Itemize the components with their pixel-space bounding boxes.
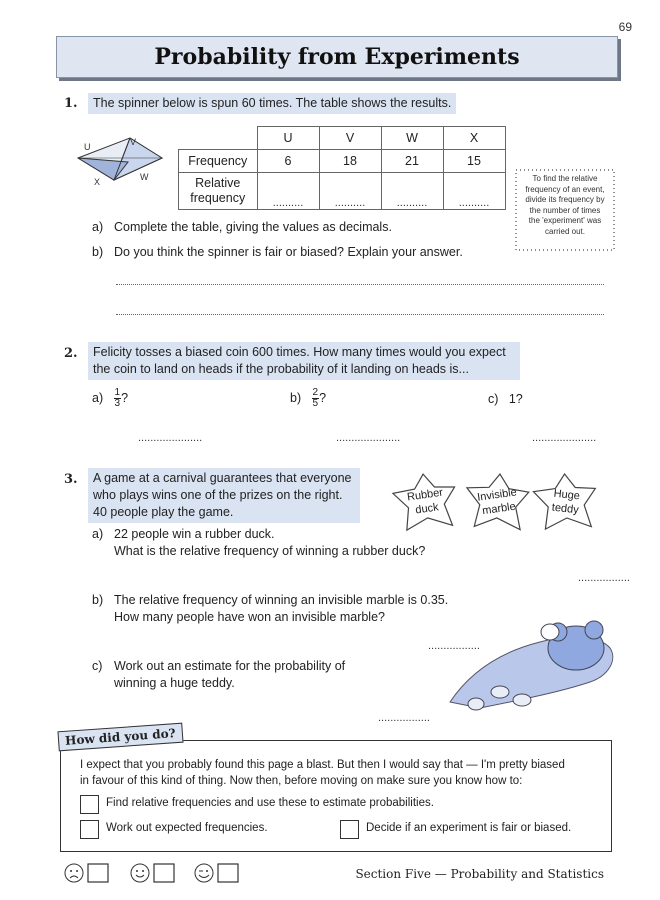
- question-2-prompt: Felicity tosses a biased coin 600 times. How many times would you expect the coin to land on heads if the probability of it landing on heads is...: [88, 342, 520, 380]
- table-header: U: [257, 127, 319, 150]
- prize-label: marble: [481, 500, 517, 518]
- rating-box-happy: [154, 864, 174, 882]
- q3-part-a-label: a): [92, 527, 104, 541]
- question-3-prompt: A game at a carnival guarantees that everyone who plays wins one of the prizes on the right. 40 people play the game.: [88, 468, 360, 523]
- answer-cell[interactable]: ..........: [443, 173, 505, 210]
- page-title: Probability from Experiments: [154, 44, 520, 70]
- spinner-label-v: V: [130, 137, 137, 147]
- footer-section: Section Five — Probability and Statistics: [355, 867, 604, 881]
- sad-face-icon: [65, 864, 83, 882]
- checkbox-relative-frequencies[interactable]: [80, 795, 99, 814]
- prize-label: Invisible: [476, 486, 518, 504]
- answer-cell[interactable]: ..........: [319, 173, 381, 210]
- answer-line[interactable]: [116, 314, 604, 315]
- q3-part-a: 22 people win a rubber duck. What is the relative frequency of winning a rubber duck?: [114, 527, 426, 558]
- review-text: I expect that you probably found this page a blast. But then I would say that — I'm pretty biased in favour of this kind of thing. Now then, before moving on make sure you know how to:: [80, 759, 565, 787]
- table-cell: 18: [319, 150, 381, 173]
- tip-text: To find the relative frequency of an event, divide its frequency by the number of times the 'experiment' was carried out.: [525, 174, 605, 236]
- answer-dots-a[interactable]: .....................: [138, 432, 203, 444]
- q1-part-b: Do you think the spinner is fair or biased? Explain your answer.: [114, 245, 463, 259]
- tip-box: [512, 166, 618, 254]
- question-1-number: 1.: [64, 96, 78, 111]
- answer-dots-b[interactable]: .....................: [336, 432, 401, 444]
- q2-part-a: a) $\frac{1}{3}$ ?: [92, 387, 129, 409]
- answer-line[interactable]: [116, 284, 604, 285]
- winking-face-icon: [195, 864, 213, 882]
- table-cell: 6: [257, 150, 319, 173]
- q3-part-c: Work out an estimate for the probability of winning a huge teddy.: [114, 659, 346, 690]
- table-header: W: [381, 127, 443, 150]
- q1-part-b-label: b): [92, 245, 104, 259]
- check-label: Work out expected frequencies.: [106, 822, 268, 834]
- self-rating: [62, 860, 242, 886]
- q1-part-a-label: a): [92, 220, 104, 234]
- check-label: Find relative frequencies and use these to estimate probabilities.: [106, 797, 434, 809]
- results-table: [178, 126, 506, 210]
- question-2-number: 2.: [64, 346, 78, 361]
- question-3-number: 3.: [64, 472, 78, 487]
- table-cell: 21: [381, 150, 443, 173]
- q1-part-a: Complete the table, giving the values as decimals.: [114, 220, 392, 234]
- page-number: 69: [618, 20, 632, 34]
- rating-box-sad: [88, 864, 108, 882]
- prize-label: Rubber: [406, 486, 444, 504]
- spinner-label-x: X: [94, 177, 101, 187]
- table-header: V: [319, 127, 381, 150]
- rating-box-wink: [218, 864, 238, 882]
- q3-part-c-label: c): [92, 659, 103, 673]
- title-banner: [56, 36, 618, 78]
- spinner-label-w: W: [140, 172, 149, 182]
- checkbox-fair-or-biased[interactable]: [340, 820, 359, 839]
- prize-label: duck: [414, 501, 440, 517]
- question-1-prompt: The spinner below is spun 60 times. The table shows the results.: [88, 93, 456, 114]
- answer-dots-3b[interactable]: .................: [428, 640, 480, 652]
- prize-label: teddy: [551, 501, 580, 517]
- check-label: Decide if an experiment is fair or biased.: [366, 822, 572, 834]
- answer-cell[interactable]: ..........: [257, 173, 319, 210]
- spinner-diagram: [70, 132, 170, 192]
- q3-part-b: The relative frequency of winning an invisible marble is 0.35. How many people have won an invisible marble?: [114, 593, 449, 624]
- row-label-relative-frequency: Relative frequency: [179, 173, 258, 210]
- answer-dots-3c[interactable]: .................: [378, 712, 430, 724]
- answer-cell[interactable]: ..........: [381, 173, 443, 210]
- table-header: X: [443, 127, 505, 150]
- prize-label: Huge: [553, 487, 581, 503]
- happy-face-icon: [131, 864, 149, 882]
- teddy-illustration: [440, 612, 620, 716]
- answer-dots-c[interactable]: .....................: [532, 432, 597, 444]
- q2-part-c: c) 1?: [488, 392, 523, 406]
- spinner-label-u: U: [84, 142, 91, 152]
- review-tab: How did you do?: [57, 723, 183, 752]
- checkbox-expected-frequencies[interactable]: [80, 820, 99, 839]
- answer-dots-3a[interactable]: .................: [578, 572, 630, 584]
- row-label-frequency: Frequency: [179, 150, 258, 173]
- q2-part-b: b) $\frac{2}{5}$ ?: [290, 387, 327, 409]
- q3-part-b-label: b): [92, 593, 104, 607]
- table-cell: 15: [443, 150, 505, 173]
